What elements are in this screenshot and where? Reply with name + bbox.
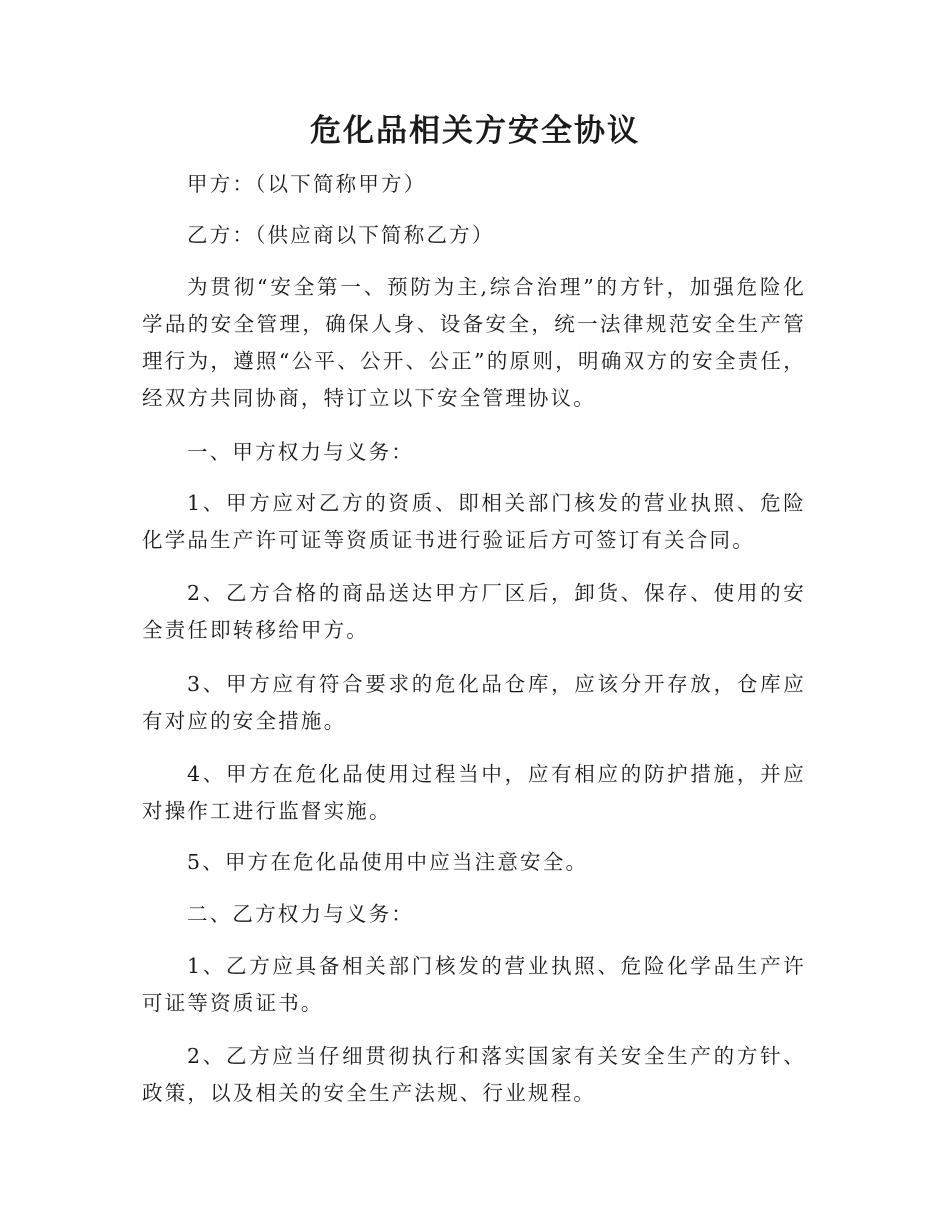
section-2-item: 2、乙方应当仔细贯彻执行和落实国家有关安全生产的方针、政策，以及相关的安全生产法规、行业规程。: [142, 1044, 806, 1105]
section-1-item: 5、甲方在危化品使用中应当注意安全。: [187, 850, 589, 874]
document-title: 危化品相关方安全协议: [310, 113, 640, 149]
section-1-item: 3、甲方应有符合要求的危化品仓库，应该分开存放，仓库应有对应的安全措施。: [142, 672, 806, 733]
section-1-heading: 一、甲方权力与义务：: [187, 440, 414, 464]
intro-paragraph: 为贯彻“安全第一、预防为主,综合治理”的方针，加强危险化学品的安全管理，确保人身、设备安全，统一法律规范安全生产管理行为，遵照“公平、公开、公正”的原则，明确双方的安全责任，经双方共同协商，特订立以下安全管理协议。: [142, 275, 806, 410]
party-a-line: 甲方：（以下简称甲方）: [187, 172, 427, 196]
section-1-item: 2、乙方合格的商品送达甲方厂区后，卸货、保存、使用的安全责任即转移给甲方。: [142, 581, 806, 642]
section-2-heading: 二、乙方权力与义务：: [187, 902, 414, 926]
section-1-item: 1、甲方应对乙方的资质、即相关部门核发的营业执照、危险化学品生产许可证等资质证书进行验证后方可签订有关合同。: [142, 491, 806, 552]
section-2-item: 1、乙方应具备相关部门核发的营业执照、危险化学品生产许可证等资质证书。: [142, 954, 806, 1015]
party-b-line: 乙方：（供应商以下简称乙方）: [187, 223, 495, 247]
section-1-item: 4、甲方在危化品使用过程当中，应有相应的防护措施，并应对操作工进行监督实施。: [142, 762, 806, 823]
